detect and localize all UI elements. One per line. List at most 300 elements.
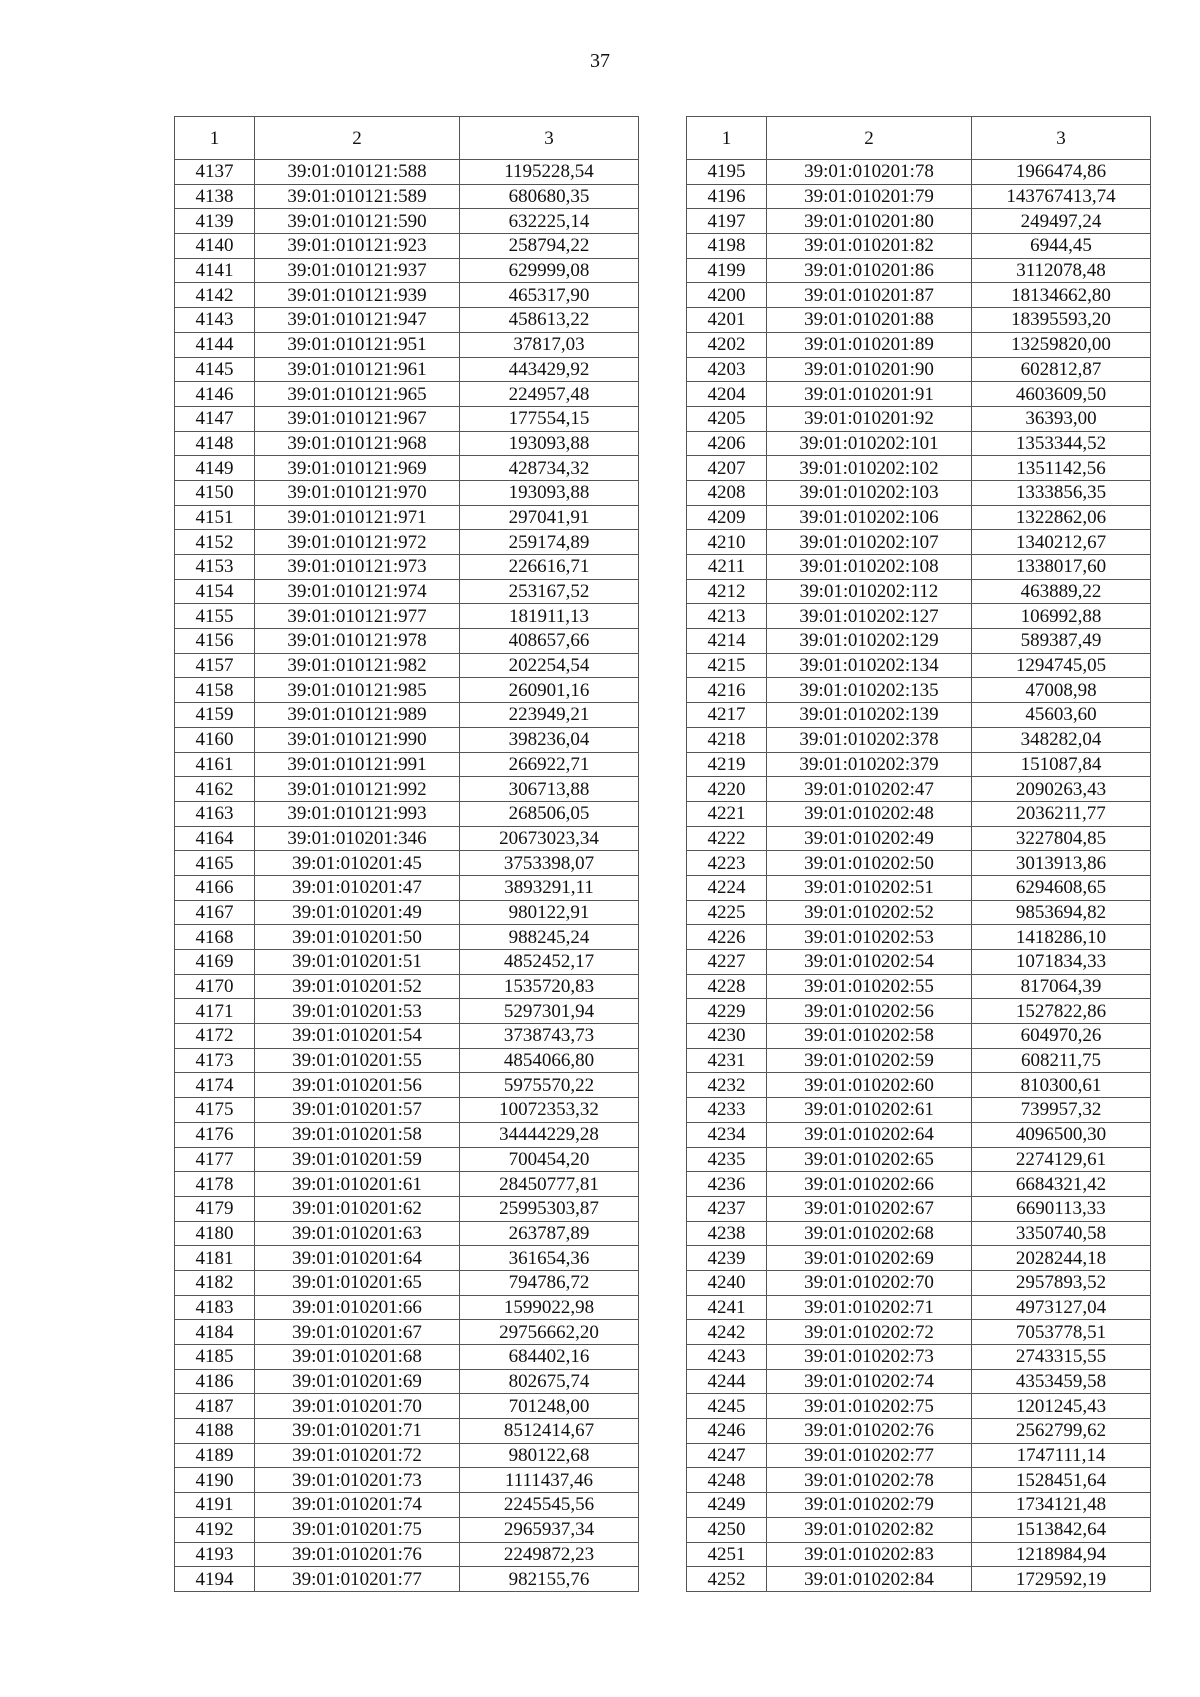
table-row	[175, 604, 639, 629]
value-cell: 29756662,20	[460, 1320, 639, 1345]
table-row	[687, 1098, 1151, 1123]
row-number-cell: 4199	[687, 258, 767, 283]
column-header-value: 3	[972, 117, 1151, 160]
row-number-cell: 4171	[175, 999, 255, 1024]
row-number-cell: 4233	[687, 1098, 767, 1123]
value-cell: 794786,72	[460, 1270, 639, 1295]
row-number-cell: 4203	[687, 357, 767, 382]
row-number-cell: 4247	[687, 1443, 767, 1468]
row-number-cell: 4238	[687, 1221, 767, 1246]
cadastral-number-cell: 39:01:010201:88	[767, 308, 972, 333]
value-cell: 680680,35	[460, 184, 639, 209]
value-cell: 2965937,34	[460, 1517, 639, 1542]
table-row	[687, 283, 1151, 308]
table-row	[175, 308, 639, 333]
value-cell: 1201245,43	[972, 1394, 1151, 1419]
cadastral-number-cell: 39:01:010121:991	[255, 752, 460, 777]
row-number-cell: 4252	[687, 1567, 767, 1592]
value-cell: 13259820,00	[972, 332, 1151, 357]
value-cell: 465317,90	[460, 283, 639, 308]
table-row	[175, 1196, 639, 1221]
cadastral-number-cell: 39:01:010201:74	[255, 1493, 460, 1518]
table-row	[175, 727, 639, 752]
value-cell: 34444229,28	[460, 1122, 639, 1147]
table-row	[175, 1024, 639, 1049]
cadastral-number-cell: 39:01:010201:86	[767, 258, 972, 283]
cadastral-number-cell: 39:01:010202:70	[767, 1270, 972, 1295]
value-cell: 1513842,64	[972, 1517, 1151, 1542]
value-cell: 193093,88	[460, 480, 639, 505]
table-row	[687, 406, 1151, 431]
row-number-cell: 4152	[175, 530, 255, 555]
row-number-cell: 4141	[175, 258, 255, 283]
value-cell: 700454,20	[460, 1147, 639, 1172]
cadastral-number-cell: 39:01:010201:76	[255, 1542, 460, 1567]
value-cell: 258794,22	[460, 234, 639, 259]
row-number-cell: 4229	[687, 999, 767, 1024]
table-row	[175, 258, 639, 283]
value-cell: 2743315,55	[972, 1345, 1151, 1370]
cadastral-number-cell: 39:01:010201:69	[255, 1369, 460, 1394]
row-number-cell: 4195	[687, 160, 767, 185]
value-cell: 1734121,48	[972, 1493, 1151, 1518]
cadastral-number-cell: 39:01:010201:79	[767, 184, 972, 209]
row-number-cell: 4188	[175, 1419, 255, 1444]
cadastral-number-cell: 39:01:010202:72	[767, 1320, 972, 1345]
cadastral-number-cell: 39:01:010201:53	[255, 999, 460, 1024]
cadastral-number-cell: 39:01:010202:50	[767, 851, 972, 876]
table-row	[687, 1295, 1151, 1320]
table-row	[687, 1024, 1151, 1049]
value-cell: 3738743,73	[460, 1024, 639, 1049]
cadastral-number-cell: 39:01:010202:112	[767, 579, 972, 604]
table-row	[687, 974, 1151, 999]
table-row	[175, 1098, 639, 1123]
table-row	[687, 357, 1151, 382]
table-row	[687, 851, 1151, 876]
row-number-cell: 4148	[175, 431, 255, 456]
row-number-cell: 4187	[175, 1394, 255, 1419]
table-row	[687, 900, 1151, 925]
table-row	[687, 1493, 1151, 1518]
table-row	[687, 1221, 1151, 1246]
cadastral-number-cell: 39:01:010121:993	[255, 801, 460, 826]
table-row	[175, 851, 639, 876]
column-header-number: 1	[175, 117, 255, 160]
cadastral-number-cell: 39:01:010202:102	[767, 456, 972, 481]
cadastral-number-cell: 39:01:010202:106	[767, 505, 972, 530]
table-row	[687, 999, 1151, 1024]
cadastral-number-cell: 39:01:010202:74	[767, 1369, 972, 1394]
row-number-cell: 4193	[175, 1542, 255, 1567]
value-cell: 1729592,19	[972, 1567, 1151, 1592]
table-row	[175, 555, 639, 580]
cadastral-number-cell: 39:01:010201:56	[255, 1073, 460, 1098]
value-cell: 2036211,77	[972, 801, 1151, 826]
value-cell: 1535720,83	[460, 974, 639, 999]
cadastral-number-cell: 39:01:010121:973	[255, 555, 460, 580]
cadastral-number-cell: 39:01:010202:79	[767, 1493, 972, 1518]
row-number-cell: 4235	[687, 1147, 767, 1172]
table-row	[687, 308, 1151, 333]
row-number-cell: 4162	[175, 777, 255, 802]
row-number-cell: 4227	[687, 950, 767, 975]
cadastral-number-cell: 39:01:010202:78	[767, 1468, 972, 1493]
value-cell: 2249872,23	[460, 1542, 639, 1567]
value-cell: 428734,32	[460, 456, 639, 481]
row-number-cell: 4245	[687, 1394, 767, 1419]
value-cell: 1071834,33	[972, 950, 1151, 975]
value-cell: 6690113,33	[972, 1196, 1151, 1221]
value-cell: 4854066,80	[460, 1048, 639, 1073]
row-number-cell: 4226	[687, 925, 767, 950]
cadastral-number-cell: 39:01:010201:68	[255, 1345, 460, 1370]
value-cell: 1353344,52	[972, 431, 1151, 456]
value-cell: 3112078,48	[972, 258, 1151, 283]
cadastral-number-cell: 39:01:010202:53	[767, 925, 972, 950]
value-cell: 1338017,60	[972, 555, 1151, 580]
table-row	[687, 1443, 1151, 1468]
cadastral-number-cell: 39:01:010201:57	[255, 1098, 460, 1123]
table-row	[175, 703, 639, 728]
table-row	[687, 1468, 1151, 1493]
table-row	[687, 530, 1151, 555]
value-cell: 249497,24	[972, 209, 1151, 234]
cadastral-number-cell: 39:01:010202:54	[767, 950, 972, 975]
table-row	[687, 629, 1151, 654]
table-row	[175, 1270, 639, 1295]
cadastral-number-cell: 39:01:010201:54	[255, 1024, 460, 1049]
cadastral-number-cell: 39:01:010202:84	[767, 1567, 972, 1592]
table-row	[175, 1369, 639, 1394]
value-cell: 988245,24	[460, 925, 639, 950]
cadastral-number-cell: 39:01:010202:51	[767, 875, 972, 900]
cadastral-number-cell: 39:01:010201:80	[767, 209, 972, 234]
table-row	[687, 258, 1151, 283]
table-row	[175, 1419, 639, 1444]
cadastral-number-cell: 39:01:010121:967	[255, 406, 460, 431]
value-cell: 982155,76	[460, 1567, 639, 1592]
table-row	[687, 950, 1151, 975]
cadastral-number-cell: 39:01:010201:91	[767, 382, 972, 407]
table-row	[687, 209, 1151, 234]
table-row	[687, 604, 1151, 629]
value-cell: 253167,52	[460, 579, 639, 604]
value-cell: 4603609,50	[972, 382, 1151, 407]
table-row	[687, 752, 1151, 777]
table-row	[687, 1320, 1151, 1345]
cadastral-number-cell: 39:01:010201:73	[255, 1468, 460, 1493]
value-cell: 45603,60	[972, 703, 1151, 728]
table-row	[175, 950, 639, 975]
cadastral-number-cell: 39:01:010202:55	[767, 974, 972, 999]
value-cell: 604970,26	[972, 1024, 1151, 1049]
cadastral-number-cell: 39:01:010202:83	[767, 1542, 972, 1567]
cadastral-number-cell: 39:01:010201:50	[255, 925, 460, 950]
row-number-cell: 4213	[687, 604, 767, 629]
table-row	[687, 1172, 1151, 1197]
value-cell: 3350740,58	[972, 1221, 1151, 1246]
row-number-cell: 4211	[687, 555, 767, 580]
cadastral-number-cell: 39:01:010202:61	[767, 1098, 972, 1123]
value-cell: 817064,39	[972, 974, 1151, 999]
value-cell: 443429,92	[460, 357, 639, 382]
row-number-cell: 4177	[175, 1147, 255, 1172]
row-number-cell: 4201	[687, 308, 767, 333]
cadastral-number-cell: 39:01:010121:978	[255, 629, 460, 654]
cadastral-number-cell: 39:01:010121:982	[255, 653, 460, 678]
page-number: 37	[590, 50, 610, 72]
row-number-cell: 4175	[175, 1098, 255, 1123]
table-row	[175, 505, 639, 530]
cadastral-number-cell: 39:01:010201:45	[255, 851, 460, 876]
value-cell: 980122,68	[460, 1443, 639, 1468]
table-row	[175, 283, 639, 308]
row-number-cell: 4176	[175, 1122, 255, 1147]
table-row	[175, 1221, 639, 1246]
row-number-cell: 4168	[175, 925, 255, 950]
row-number-cell: 4147	[175, 406, 255, 431]
cadastral-number-cell: 39:01:010201:89	[767, 332, 972, 357]
table-row	[175, 579, 639, 604]
value-cell: 589387,49	[972, 629, 1151, 654]
value-cell: 602812,87	[972, 357, 1151, 382]
value-cell: 6684321,42	[972, 1172, 1151, 1197]
cadastral-number-cell: 39:01:010121:971	[255, 505, 460, 530]
value-cell: 306713,88	[460, 777, 639, 802]
row-number-cell: 4165	[175, 851, 255, 876]
cadastral-number-cell: 39:01:010202:71	[767, 1295, 972, 1320]
table-row	[687, 678, 1151, 703]
table-row	[175, 1493, 639, 1518]
cadastral-number-cell: 39:01:010201:52	[255, 974, 460, 999]
table-row	[175, 1073, 639, 1098]
value-cell: 4353459,58	[972, 1369, 1151, 1394]
table-row	[175, 1320, 639, 1345]
cadastral-number-cell: 39:01:010201:71	[255, 1419, 460, 1444]
cadastral-number-cell: 39:01:010202:69	[767, 1246, 972, 1271]
table-row	[687, 332, 1151, 357]
cadastral-number-cell: 39:01:010121:951	[255, 332, 460, 357]
row-number-cell: 4205	[687, 406, 767, 431]
row-number-cell: 4160	[175, 727, 255, 752]
table-row	[175, 925, 639, 950]
value-cell: 106992,88	[972, 604, 1151, 629]
cadastral-number-cell: 39:01:010202:77	[767, 1443, 972, 1468]
value-cell: 20673023,34	[460, 826, 639, 851]
row-number-cell: 4143	[175, 308, 255, 333]
value-cell: 2090263,43	[972, 777, 1151, 802]
column-header-number: 1	[687, 117, 767, 160]
row-number-cell: 4243	[687, 1345, 767, 1370]
table-row	[687, 801, 1151, 826]
cadastral-number-cell: 39:01:010201:58	[255, 1122, 460, 1147]
cadastral-number-cell: 39:01:010121:989	[255, 703, 460, 728]
value-cell: 398236,04	[460, 727, 639, 752]
value-cell: 802675,74	[460, 1369, 639, 1394]
row-number-cell: 4218	[687, 727, 767, 752]
row-number-cell: 4217	[687, 703, 767, 728]
row-number-cell: 4184	[175, 1320, 255, 1345]
value-cell: 8512414,67	[460, 1419, 639, 1444]
table-row	[687, 1542, 1151, 1567]
table-row	[175, 332, 639, 357]
cadastral-number-cell: 39:01:010201:65	[255, 1270, 460, 1295]
row-number-cell: 4249	[687, 1493, 767, 1518]
row-number-cell: 4158	[175, 678, 255, 703]
row-number-cell: 4223	[687, 851, 767, 876]
row-number-cell: 4145	[175, 357, 255, 382]
row-number-cell: 4149	[175, 456, 255, 481]
table-row	[175, 209, 639, 234]
table-row	[687, 160, 1151, 185]
table-row	[687, 1048, 1151, 1073]
cadastral-number-cell: 39:01:010121:992	[255, 777, 460, 802]
table-row	[175, 1246, 639, 1271]
row-number-cell: 4239	[687, 1246, 767, 1271]
cadastral-number-cell: 39:01:010202:127	[767, 604, 972, 629]
table-row	[175, 1567, 639, 1592]
row-number-cell: 4208	[687, 480, 767, 505]
cadastral-number-cell: 39:01:010201:72	[255, 1443, 460, 1468]
table-row	[687, 1246, 1151, 1271]
cadastral-number-cell: 39:01:010202:73	[767, 1345, 972, 1370]
value-cell: 1322862,06	[972, 505, 1151, 530]
table-row	[687, 826, 1151, 851]
cadastral-number-cell: 39:01:010202:56	[767, 999, 972, 1024]
table-row	[175, 357, 639, 382]
row-number-cell: 4234	[687, 1122, 767, 1147]
cadastral-number-cell: 39:01:010202:103	[767, 480, 972, 505]
column-header-value: 3	[460, 117, 639, 160]
row-number-cell: 4169	[175, 950, 255, 975]
table-row	[175, 1443, 639, 1468]
value-cell: 177554,15	[460, 406, 639, 431]
table-row	[687, 431, 1151, 456]
cadastral-number-cell: 39:01:010201:70	[255, 1394, 460, 1419]
cadastral-number-cell: 39:01:010202:76	[767, 1419, 972, 1444]
column-header-cadastral: 2	[767, 117, 972, 160]
cadastral-number-cell: 39:01:010201:47	[255, 875, 460, 900]
value-cell: 1528451,64	[972, 1468, 1151, 1493]
value-cell: 739957,32	[972, 1098, 1151, 1123]
cadastral-number-cell: 39:01:010121:970	[255, 480, 460, 505]
table-row	[175, 1122, 639, 1147]
value-cell: 408657,66	[460, 629, 639, 654]
table-row	[687, 579, 1151, 604]
table-row	[175, 480, 639, 505]
table-row	[175, 1147, 639, 1172]
row-number-cell: 4230	[687, 1024, 767, 1049]
value-cell: 1351142,56	[972, 456, 1151, 481]
value-cell: 5975570,22	[460, 1073, 639, 1098]
value-cell: 223949,21	[460, 703, 639, 728]
cadastral-number-cell: 39:01:010121:590	[255, 209, 460, 234]
row-number-cell: 4232	[687, 1073, 767, 1098]
row-number-cell: 4214	[687, 629, 767, 654]
cadastral-number-cell: 39:01:010202:75	[767, 1394, 972, 1419]
table-row	[687, 1122, 1151, 1147]
value-cell: 1418286,10	[972, 925, 1151, 950]
value-cell: 7053778,51	[972, 1320, 1151, 1345]
table-row	[687, 1419, 1151, 1444]
row-number-cell: 4180	[175, 1221, 255, 1246]
table-row	[175, 678, 639, 703]
table-row	[687, 505, 1151, 530]
row-number-cell: 4240	[687, 1270, 767, 1295]
row-number-cell: 4212	[687, 579, 767, 604]
cadastral-number-cell: 39:01:010202:49	[767, 826, 972, 851]
value-cell: 608211,75	[972, 1048, 1151, 1073]
cadastral-number-cell: 39:01:010202:67	[767, 1196, 972, 1221]
row-number-cell: 4242	[687, 1320, 767, 1345]
value-cell: 18395593,20	[972, 308, 1151, 333]
cadastral-number-cell: 39:01:010201:67	[255, 1320, 460, 1345]
column-header-cadastral: 2	[255, 117, 460, 160]
cadastral-number-cell: 39:01:010202:107	[767, 530, 972, 555]
row-number-cell: 4244	[687, 1369, 767, 1394]
cadastral-number-cell: 39:01:010121:588	[255, 160, 460, 185]
row-number-cell: 4137	[175, 160, 255, 185]
value-cell: 1111437,46	[460, 1468, 639, 1493]
value-cell: 3753398,07	[460, 851, 639, 876]
row-number-cell: 4192	[175, 1517, 255, 1542]
table-row	[175, 653, 639, 678]
table-row	[175, 1468, 639, 1493]
row-number-cell: 4191	[175, 1493, 255, 1518]
table-row	[687, 1345, 1151, 1370]
table-row	[687, 703, 1151, 728]
value-cell: 1218984,94	[972, 1542, 1151, 1567]
row-number-cell: 4155	[175, 604, 255, 629]
row-number-cell: 4157	[175, 653, 255, 678]
value-cell: 28450777,81	[460, 1172, 639, 1197]
row-number-cell: 4142	[175, 283, 255, 308]
row-number-cell: 4215	[687, 653, 767, 678]
table-row	[687, 184, 1151, 209]
value-cell: 2957893,52	[972, 1270, 1151, 1295]
row-number-cell: 4167	[175, 900, 255, 925]
value-cell: 151087,84	[972, 752, 1151, 777]
row-number-cell: 4146	[175, 382, 255, 407]
table-row	[175, 1172, 639, 1197]
row-number-cell: 4189	[175, 1443, 255, 1468]
row-number-cell: 4182	[175, 1270, 255, 1295]
value-cell: 36393,00	[972, 406, 1151, 431]
cadastral-number-cell: 39:01:010202:101	[767, 431, 972, 456]
table-row	[687, 1270, 1151, 1295]
cadastral-number-cell: 39:01:010202:64	[767, 1122, 972, 1147]
value-cell: 1966474,86	[972, 160, 1151, 185]
row-number-cell: 4250	[687, 1517, 767, 1542]
row-number-cell: 4198	[687, 234, 767, 259]
cadastral-number-cell: 39:01:010121:985	[255, 678, 460, 703]
row-number-cell: 4164	[175, 826, 255, 851]
value-cell: 37817,03	[460, 332, 639, 357]
row-number-cell: 4170	[175, 974, 255, 999]
row-number-cell: 4228	[687, 974, 767, 999]
row-number-cell: 4140	[175, 234, 255, 259]
row-number-cell: 4153	[175, 555, 255, 580]
row-number-cell: 4186	[175, 1369, 255, 1394]
row-number-cell: 4196	[687, 184, 767, 209]
table-row	[175, 431, 639, 456]
cadastral-number-cell: 39:01:010202:47	[767, 777, 972, 802]
row-number-cell: 4207	[687, 456, 767, 481]
value-cell: 25995303,87	[460, 1196, 639, 1221]
row-number-cell: 4206	[687, 431, 767, 456]
cadastral-number-cell: 39:01:010201:55	[255, 1048, 460, 1073]
